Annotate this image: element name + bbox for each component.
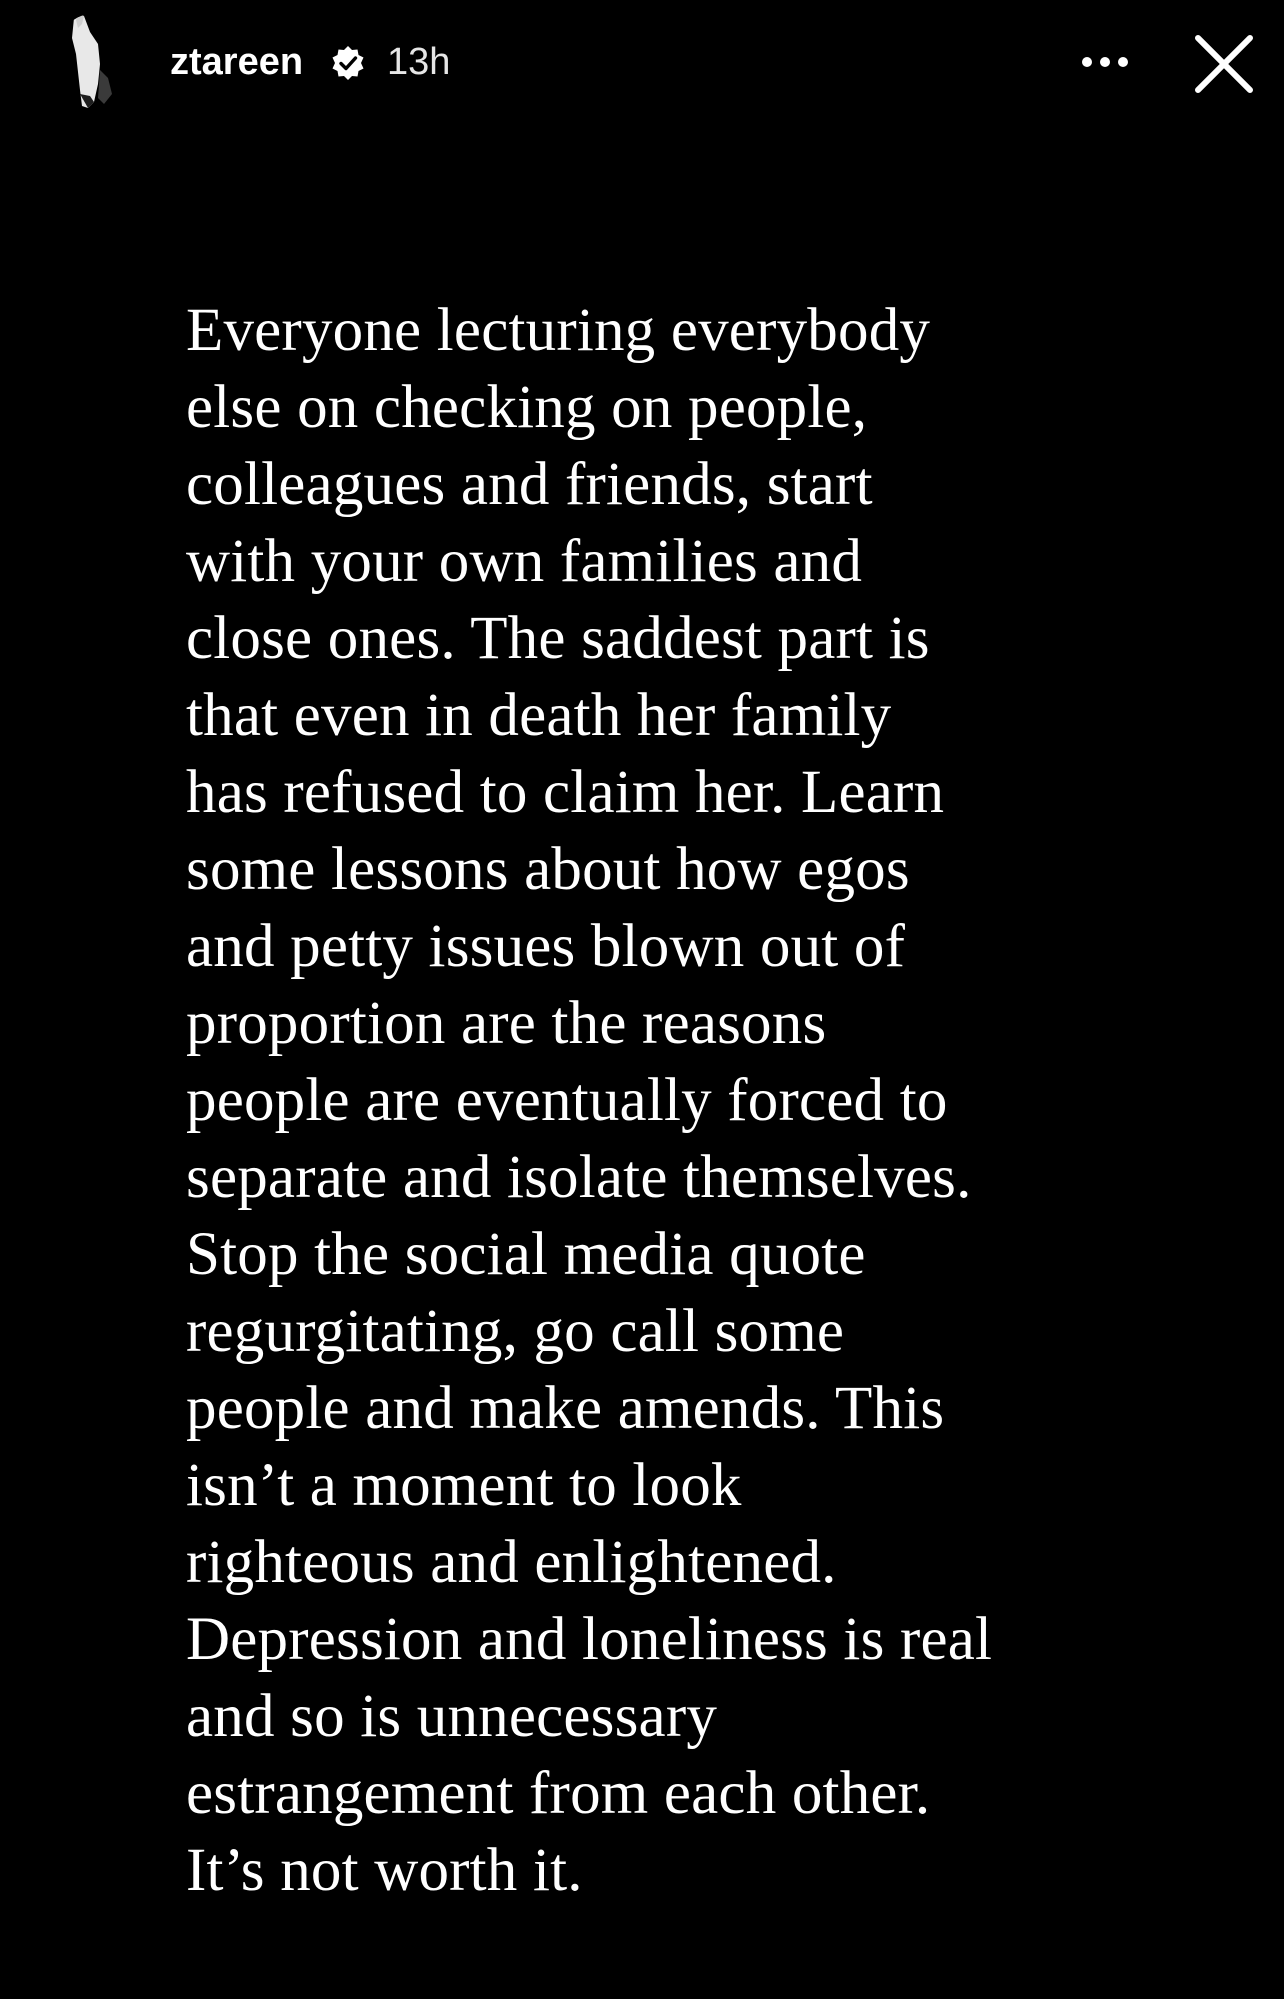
story-header xyxy=(0,0,1284,130)
story-text: Everyone lecturing everybody else on checking on people, colleagues and friends, start with your own families and close ones. The saddest part is that even in death her family has refused to claim her. Learn some lessons about how egos and petty issues blown out of proportion are the reasons people are eventually forced to separate and isolate themselves. Stop the social media quote regurgitating, go call some people and make amends. This isn’t a moment to look righteous and enlightened. Depression and loneliness is real and so is unnecessary estrangement from each other. It’s not worth it. xyxy=(186,297,993,1904)
avatar[interactable] xyxy=(54,14,130,110)
post-timestamp: 13h xyxy=(387,41,451,83)
profile-silhouette-icon xyxy=(54,14,130,110)
close-icon xyxy=(1188,28,1260,100)
verified-badge-icon xyxy=(330,45,366,81)
close-button[interactable] xyxy=(1188,28,1260,100)
more-options-button[interactable] xyxy=(1078,40,1132,80)
username[interactable]: ztareen xyxy=(170,41,304,83)
ellipsis-icon xyxy=(1078,40,1132,80)
